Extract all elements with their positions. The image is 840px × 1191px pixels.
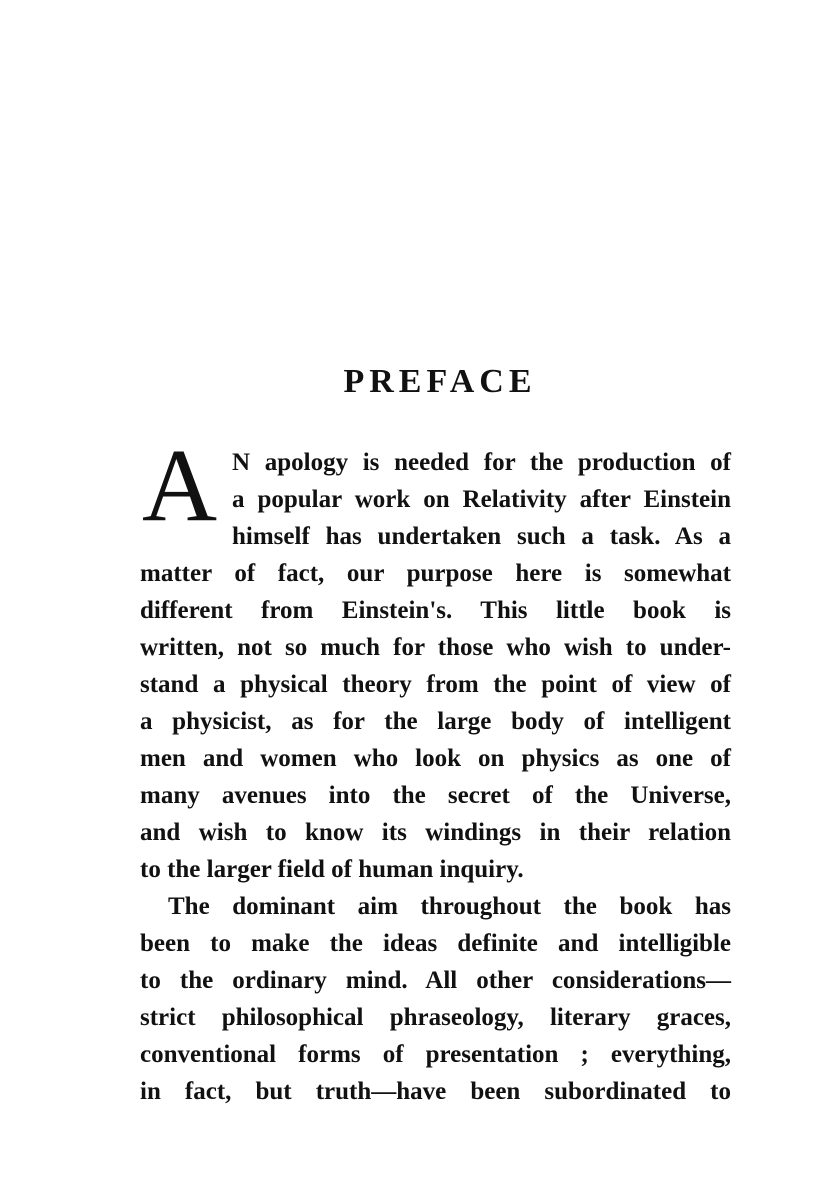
preface-body <box>140 428 731 1110</box>
text-line: a physicist, as for the large body of intelligent <box>140 708 731 735</box>
text-line: many avenues into the secret of the Universe, <box>140 782 731 809</box>
text-line: matter of fact, our purpose here is somewhat <box>140 560 731 587</box>
drop-cap-letter: A <box>142 428 218 543</box>
text-line: to the larger field of human inquiry. <box>140 856 524 883</box>
page-title: PREFACE <box>343 363 537 400</box>
text-line: The dominant aim throughout the book has <box>168 893 731 920</box>
text-line: strict philosophical phraseology, literary graces, <box>140 1004 731 1031</box>
paragraph-1 <box>140 428 731 888</box>
text-line: men and women who look on physics as one of <box>140 745 731 772</box>
text-line: himself has undertaken such a task. As a <box>232 523 731 550</box>
text-line: a popular work on Relativity after Einstein <box>232 486 731 513</box>
text-line: in fact, but truth—have been subordinated to <box>140 1078 731 1105</box>
text-line: been to make the ideas definite and intelligible <box>140 930 731 957</box>
text-line: written, not so much for those who wish to under- <box>140 634 731 661</box>
text-line: different from Einstein's. This little book is <box>140 597 731 624</box>
text-line: to the ordinary mind. All other considerations— <box>140 967 731 994</box>
text-line: stand a physical theory from the point of view of <box>140 671 731 698</box>
paragraph-2 <box>140 888 731 1110</box>
text-line: N apology is needed for the production of <box>232 449 731 476</box>
text-line: conventional forms of presentation ; everything, <box>140 1041 731 1068</box>
text-line: and wish to know its windings in their relation <box>140 819 731 846</box>
